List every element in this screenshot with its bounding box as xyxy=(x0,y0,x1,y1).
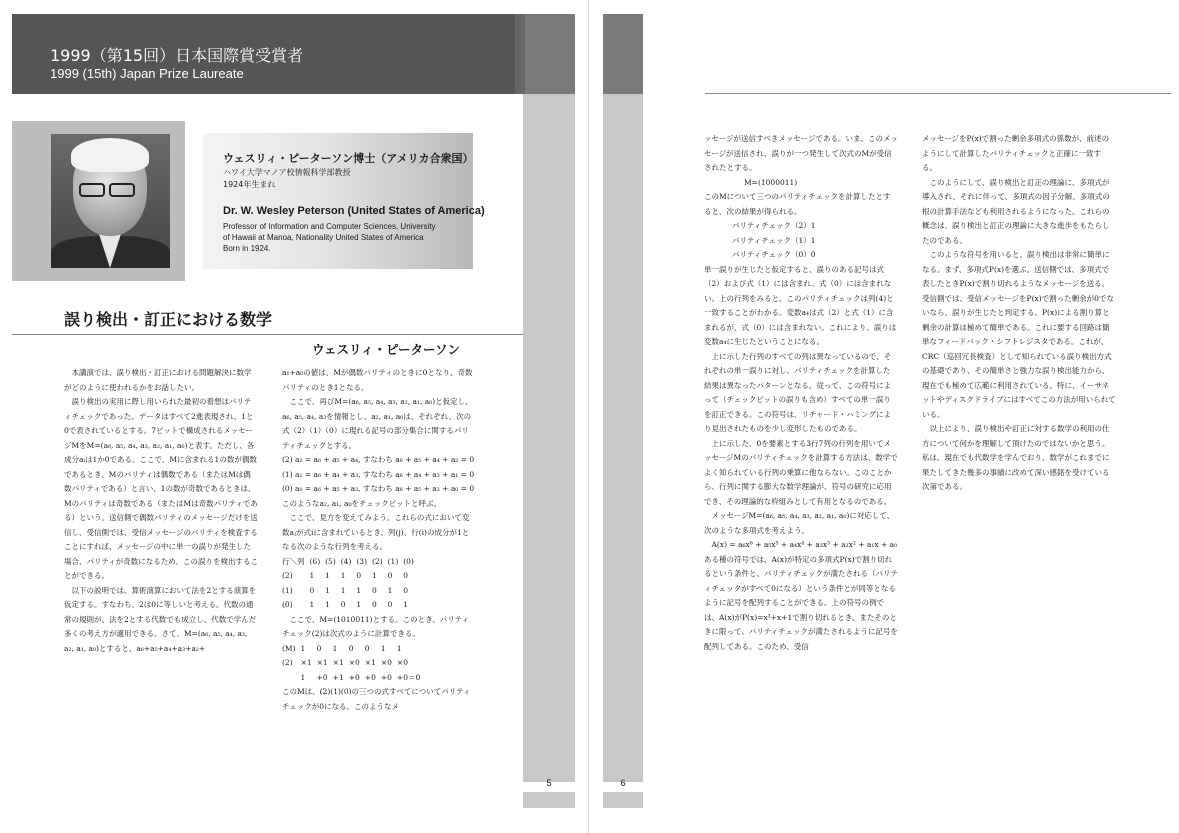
laureate-affiliation-ja: ハワイ大学マノア校情報科学部教授 xyxy=(223,168,351,177)
paragraph: 本講演では、誤り検出・訂正における問題解決に数学がどのように使われるかをお話したい。 xyxy=(64,368,252,392)
table-row: (M) 1 0 1 0 0 1 1 xyxy=(282,643,402,653)
parity-check-result: パリティチェック（2）1 xyxy=(732,221,816,230)
text-column-1 xyxy=(704,132,898,654)
text-column-2 xyxy=(282,366,476,714)
table-row: 行＼列 (6) (5) (4) (3) (2) (1) (0) xyxy=(282,556,414,566)
banner-strip xyxy=(525,14,575,94)
paragraph: このような符号を用いると、誤り検出は非常に簡単になる。まず、多項式P(x)を選ぶ。送信側では、多項式で表したときP(x)で割り切れるようなメッセージを送る。受信側では、受信メッセージをP(x)で割った剰余が0でないなら、誤りが生じたと判定する。P(x)による割り算と剰余の計算は極めて簡単である。これに要する回路は簡単なフィードバック・シフトレジスタである。これが、CRC（巡回冗長検査）として知られている誤り検出方式の基礎であり、その簡単さと強力な誤り検出能力から、現在でも極めて広範に利用されている。特に、イーサネットやディスクドライブにはすべてこの方法が用いられている。 xyxy=(922,250,1116,419)
footer-tab xyxy=(523,792,575,808)
table-row: 1 +0 +1 +0 +0 +0 +0＝0 xyxy=(300,672,421,682)
laureate-affiliation-en: of Hawaii at Manoa, Nationality United States of America xyxy=(223,233,424,242)
equation: M=(1000011) xyxy=(744,177,798,187)
page-number: 6 xyxy=(620,778,626,788)
page-left xyxy=(0,0,588,833)
paragraph: 誤り検出の実用に際し用いられた最初の着想はパリティチェックであった。データはすべて2進表現され、1と0で表されているとする。7ビットで構成されるメッセージMをM=(a₆, a₅, a₄, a₃, a₂, a₁, a₀)と表す。ただし、各成分aᵢは1か0である。ここで、Mに含まれる1の数が偶数であるとき、Mのパリティは偶数である（またはMは偶数パリティである）と言い、1の数が奇数であるときは、Mのパリティは奇数である（またはMは奇数パリティである）という。送信側で偶数パリティのメッセージだけを送信し、受信側では、受信メッセージのパリティを検査することにすれば、メッセージの中に単一の誤りが発生した場合、パリティが奇数になるため、この誤りを検出することができる。 xyxy=(64,397,258,580)
laureate-portrait xyxy=(51,134,170,268)
paragraph: a₁+a₀の値は、Mが偶数パリティのときに0となり、奇数パリティのとき1となる。 xyxy=(282,368,473,392)
text-column-2 xyxy=(922,132,1116,495)
equation: (2) a₂ = a₆ + a₅ + a₄, すなわち a₆ + a₅ + a₄ + a₂ = 0 xyxy=(282,455,475,464)
footer-tab xyxy=(603,792,643,808)
paragraph: ここで、見方を変えてみよう。これらの式において変数aⱼが式iに含まれているとき、列(j)、行(i)の成分が1となる次のような行列を考える。 xyxy=(282,513,470,551)
laureate-born-en: Born in 1924. xyxy=(223,244,271,253)
lecture-author: ウェスリィ・ピーターソン xyxy=(312,342,461,357)
page-right xyxy=(590,0,1179,833)
paragraph: 単一誤りが生じたと仮定すると、誤りのある記号は式（2）および式（1）には含まれ、式（0）には含まれない。上の行列をみると、このパリティチェックは列(4)と一致することがわかる。変数a₄は式（2）と式（1）に含まれるが、式（0）には含まれない。これにより、誤りは変数a₄に生じたということになる。 xyxy=(704,264,897,346)
page-sidebar xyxy=(603,94,643,782)
paragraph: 以下の説明では、算術演算において法を2とする演算を仮定する。すなわち、2は0に等しいと考える。代数の通常の規則が、法を2とする代数でも成立し、代数で学んだ多くの考え方が適用できる。さて、M=(a₆, a₅, a₄, a₃, a₂, a₁, a₀)とすると、a₆+a₅+a₄+a₃+a₂+ xyxy=(64,585,257,653)
lecture-title: 誤り検出・訂正における数学 xyxy=(64,310,273,329)
banner-strip xyxy=(515,14,525,94)
paragraph: ッセージが送信すべきメッセージである。いま、このメッセージが送信され、誤りが一つ発生して次式のMが受信されたとする。 xyxy=(704,134,898,172)
table-row: (0) 1 1 0 1 0 0 1 xyxy=(282,600,409,609)
divider xyxy=(705,93,1171,94)
banner-strip xyxy=(603,14,643,94)
paragraph: メッセージをP(x)で割った剰余多項式の係数が、前述のようにして計算したパリティチェックと正確に一致する。 xyxy=(922,134,1110,172)
text-column-1 xyxy=(64,366,258,656)
paragraph: メッセージM=(a₆, a₅, a₄, a₃, a₂, a₁, a₀)に対応して、次のような多項式を考えよう。 xyxy=(704,511,895,535)
parity-check-result: パリティチェック（0）0 xyxy=(732,250,816,259)
laureate-born-ja: 1924年生まれ xyxy=(223,180,276,189)
paragraph: このようにして、誤り検出と訂正の理論に、多項式が導入され、それに伴って、多項式の因子分解、多項式の根の計算手法なども利用されるようになった。これらの概念は、誤り検出と訂正の理論に大きな進歩をもたらしたのである。 xyxy=(922,177,1110,245)
parity-calculation xyxy=(282,642,425,686)
paragraph: このようなa₂, a₁, a₀をチェックビットと呼ぶ。 xyxy=(282,498,442,508)
parity-matrix xyxy=(282,555,419,613)
paragraph: 上に示した行列のすべての列は異なっているので、それぞれの単一誤りに対し、パリティチェックを計算した結果は異なったパターンとなる。従って、この符号によって（チェックビットの誤りも含め）すべての単一誤りを訂正できる。この符号は、リチャード・ハミングにより見出されたものを少し変形したものである。 xyxy=(704,351,892,433)
paragraph: 上に示した、0を要素とする3行7列の行列を用いてメッセージMのパリティチェックを計算する方法は、数学でよく知られている行列の乗算に他ならない。このことから、行列に関する膨大な数学理論が、符号の研究に応用でき、その理論的な枠組みとして有用となるのである。 xyxy=(704,438,898,506)
table-row: (2) 1 1 1 0 1 0 0 xyxy=(282,571,409,580)
page-number: 5 xyxy=(546,778,552,788)
table-row: (2) ×1 ×1 ×1 ×0 ×1 ×0 ×0 xyxy=(282,658,408,667)
paragraph: 以上により、誤り検出や訂正に対する数学の利用の仕方について何かを理解して頂けたのではないかと思う。私は、現在でも代数学を学んでおり、数学がこれまでに果たしてきた幾多の事績に改めて深い感銘を受けている次第である。 xyxy=(922,424,1110,491)
laureate-affiliation-en: Professor of Information and Computer Sciences, University xyxy=(223,222,436,231)
laureate-name-ja: ウェスリィ・ピーターソン博士（アメリカ合衆国） xyxy=(223,152,474,165)
paragraph: このMは、(2)(1)(0)の三つの式すべてについてパリティチェックが0になる。このようなメ xyxy=(282,687,471,711)
parity-check-result: パリティチェック（1）1 xyxy=(732,235,816,245)
banner-title-en: 1999 (15th) Japan Prize Laureate xyxy=(50,66,244,81)
paragraph: ここで、再びM=(a₆, a₅, a₄, a₃, a₂, a₁, a₀)と仮定し、a₆, a₅, a₄, a₃を情報とし、a₂, a₁, a₀は、それぞれ、次の式（2）（1）（0）に現れる記号の部分集合に関するパリティチェックとする。 xyxy=(282,397,473,450)
equation: A(x) = a₆x⁶ + a₅x⁵ + a₄x⁴ + a₃x³ + a₂x² + a₁x + a₀ xyxy=(711,540,898,549)
equation: (0) a₀ = a₆ + a₅ + a₃, すなわち a₆ + a₅ + a₃ + a₀ = 0 xyxy=(282,484,475,493)
banner-title-ja: 1999（第15回）日本国際賞受賞者 xyxy=(50,46,304,65)
paragraph: このMについて三つのパリティチェックを計算したとすると、次の結果が得られる。 xyxy=(704,192,891,216)
table-row: (1) 0 1 1 1 0 1 0 xyxy=(282,585,409,595)
paragraph: ある種の符号では、A(x)が特定の多項式P(x)で割り切れるという条件と、パリティチェックが満たされる（パリティチェックがすべて0になる）という条件とが同等となるように記号を配列することができる。上の符号の例では、A(x)がP(x)=x³+x+1で割り切れるとき、またそのときに限って、パリティチェックが満たされるように記号を配列してある。このため、受信 xyxy=(704,554,898,651)
paragraph: ここで、M=(1010011)とする。このとき、パリティチェック(2)は次式のように計算できる。 xyxy=(282,614,470,638)
divider xyxy=(12,334,523,335)
page-sidebar xyxy=(523,94,575,782)
equation: (1) a₁ = a₆ + a₄ + a₃, すなわち a₆ + a₄ + a₃ + a₁ = 0 xyxy=(282,469,475,479)
laureate-name-en: Dr. W. Wesley Peterson (United States of America) xyxy=(223,205,485,217)
